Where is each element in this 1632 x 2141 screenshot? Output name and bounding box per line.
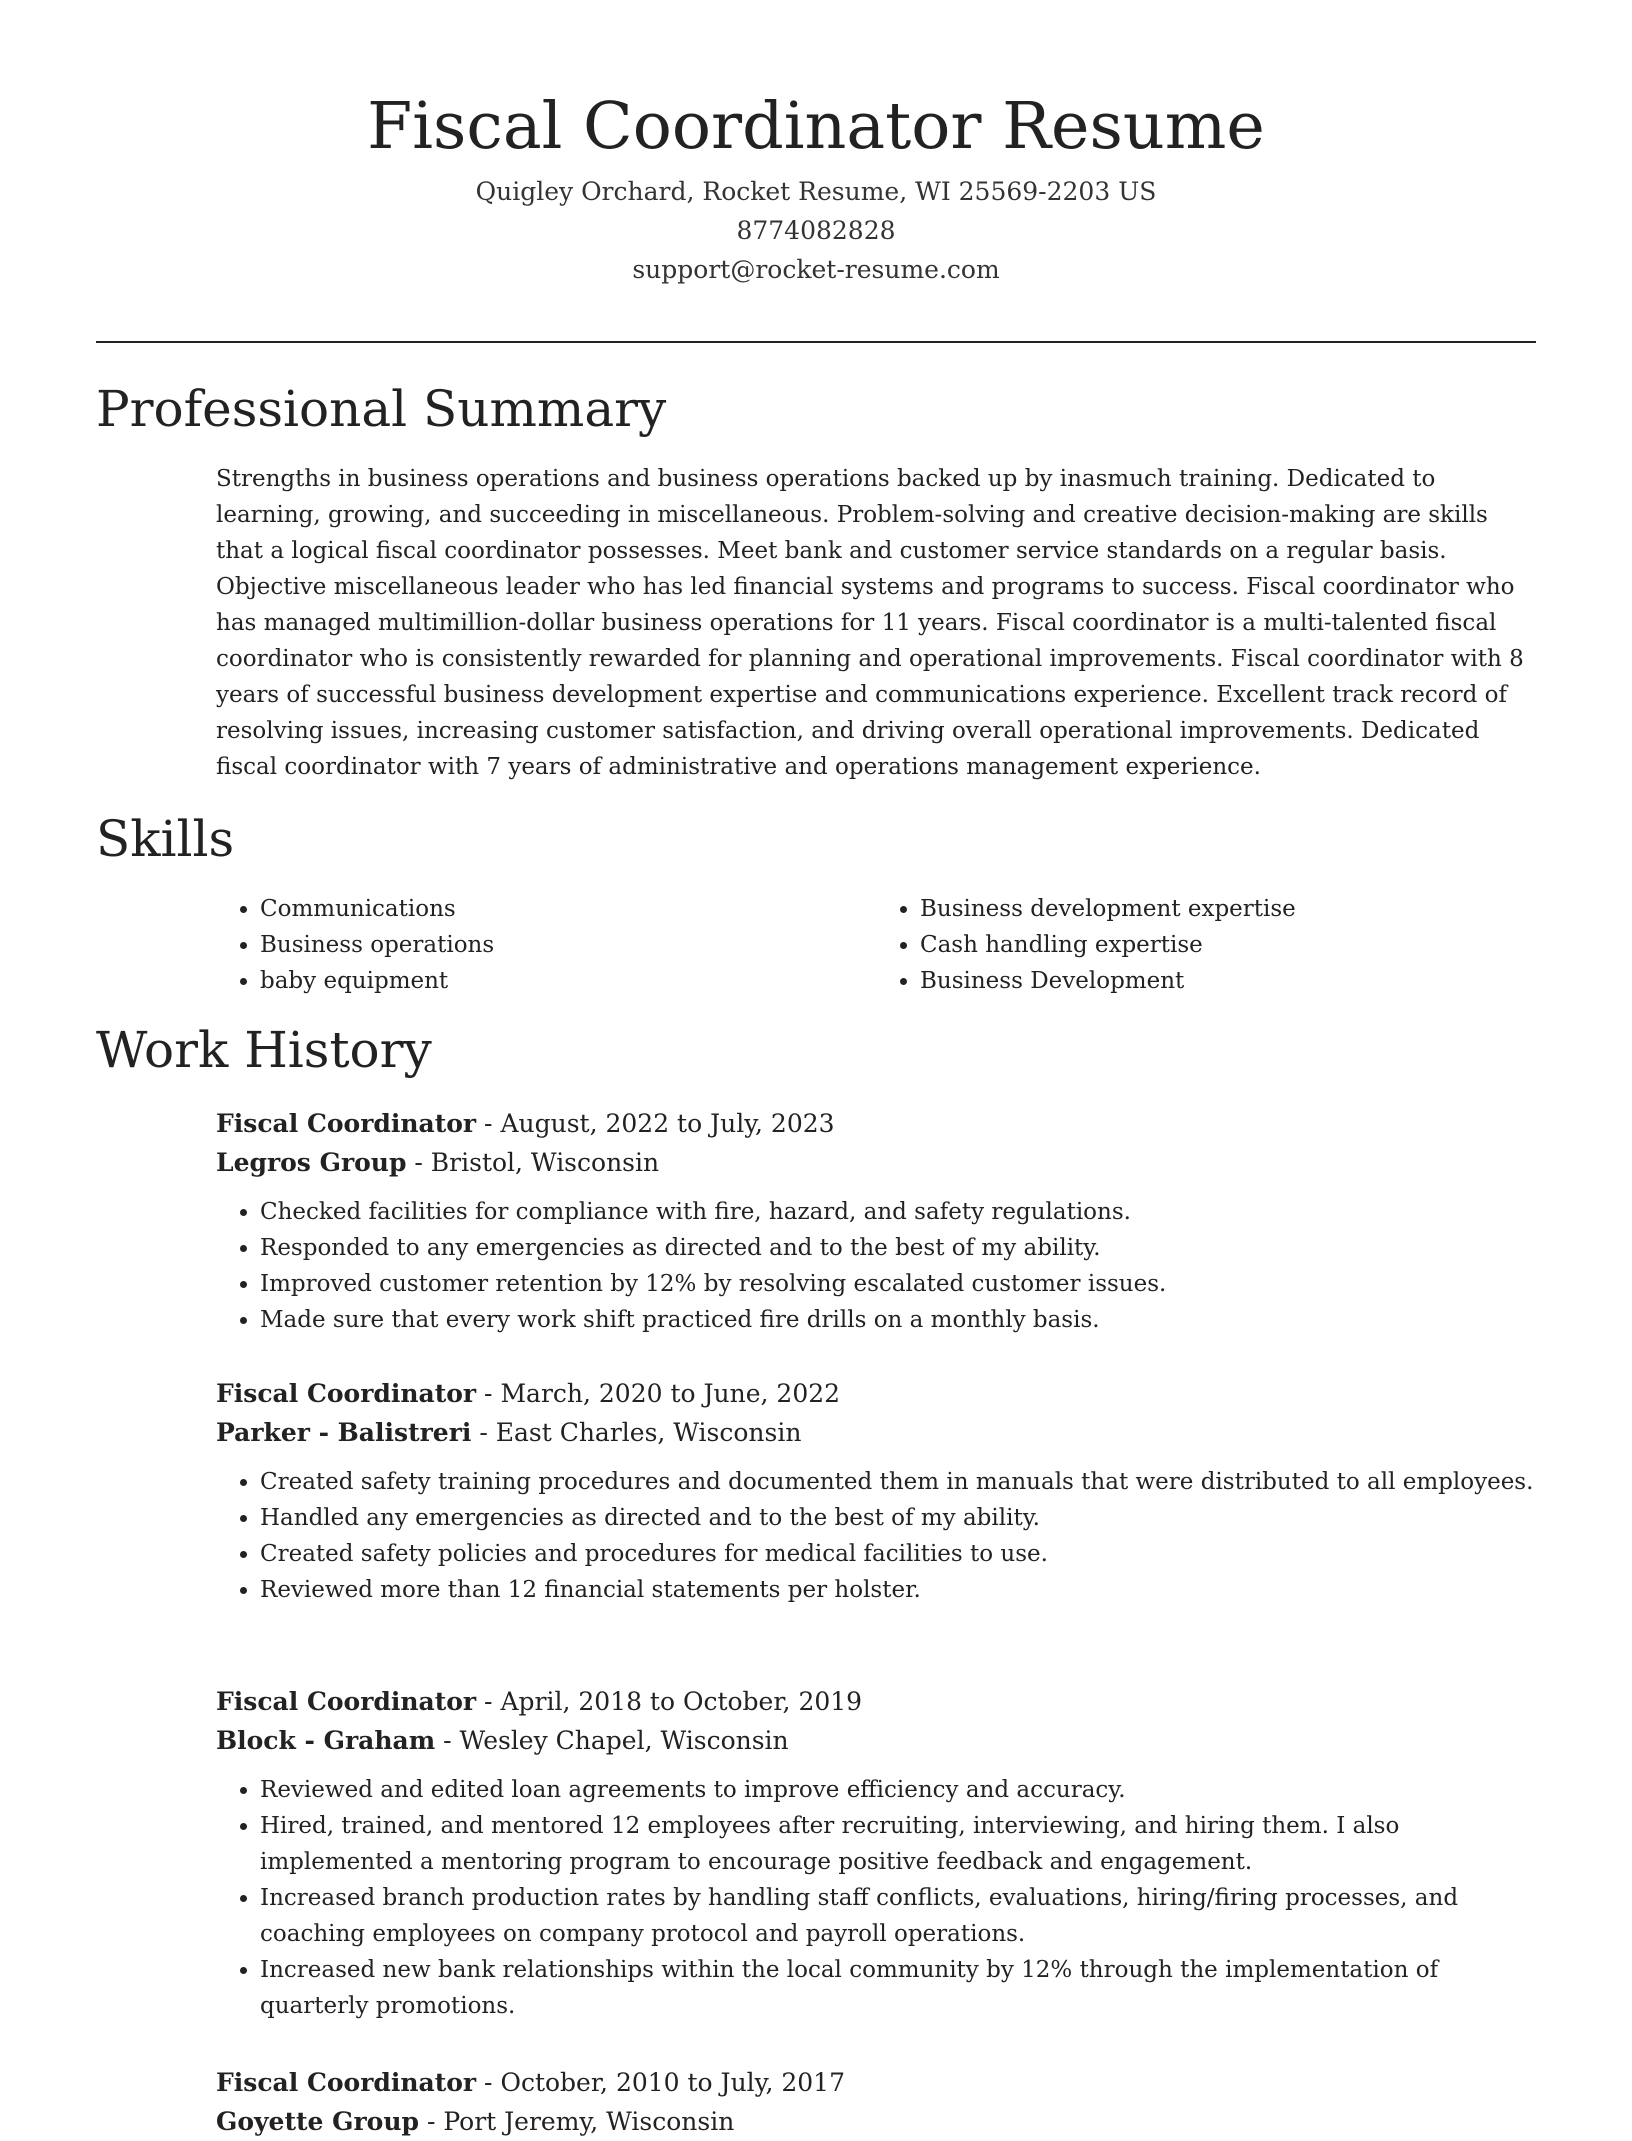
job-entry: [216, 1682, 1536, 2024]
job-company: Block - Graham: [216, 1726, 436, 1755]
job-title-line: [216, 1682, 1536, 1721]
job-bullets: [216, 1772, 1536, 2024]
job-role: Fiscal Coordinator: [216, 2068, 477, 2097]
separator: -: [406, 1148, 431, 1177]
job-location: Wesley Chapel, Wisconsin: [459, 1726, 789, 1755]
skills-column-left: [216, 891, 876, 999]
job-company: Parker - Balistreri: [216, 1418, 472, 1447]
work-history-heading: Work History: [96, 1021, 432, 1079]
skill-item: • Business development expertise: [920, 891, 1536, 927]
job-bullets: [216, 1464, 1536, 1608]
separator: -: [476, 1379, 501, 1408]
job-bullet: • Responded to any emergencies as directed and to the best of my ability.: [260, 1230, 1536, 1266]
resume-header: [96, 82, 1536, 289]
summary-text: Strengths in business operations and business operations backed up by inasmuch training. Dedicated to learning, growing, and succeeding in miscellaneous. Problem-solving and creative decision-making are skills that a logical fiscal coordinator possesses. Meet bank and customer service standards on a regular basis. Objective miscellaneous leader who has led financial systems and programs to success. Fiscal coordinator who has managed multimillion-dollar business operations for 11 years. Fiscal coordinator is a multi-talented fiscal coordinator who is consistently rewarded for planning and operational improvements. Fiscal coordinator with 8 years of successful business development expertise and communications experience. Excellent track record of resolving issues, increasing customer satisfaction, and driving overall operational improvements. Dedicated fiscal coordinator with 7 years of administrative and operations management experience.: [216, 466, 1524, 780]
skills-column-right: [876, 891, 1536, 999]
job-dates: October, 2010 to July, 2017: [500, 2068, 845, 2097]
job-entry: [216, 1104, 1536, 1338]
job-role: Fiscal Coordinator: [216, 1109, 477, 1138]
skill-item: • Business Development: [920, 963, 1536, 999]
job-location: Port Jeremy, Wisconsin: [443, 2107, 735, 2136]
job-bullet: • Created safety training procedures and documented them in manuals that were distributed to all employees.: [260, 1464, 1536, 1500]
job-location: Bristol, Wisconsin: [430, 1148, 660, 1177]
contact-phone: 8774082828: [736, 216, 896, 245]
job-bullet: • Handled any emergencies as directed and to the best of my ability.: [260, 1500, 1536, 1536]
job-company-line: [216, 1143, 1536, 1182]
job-role: Fiscal Coordinator: [216, 1687, 477, 1716]
job-role: Fiscal Coordinator: [216, 1379, 477, 1408]
skill-item: • Cash handling expertise: [920, 927, 1536, 963]
job-bullet: • Increased branch production rates by handling staff conflicts, evaluations, hiring/firing processes, and coaching employees on company protocol and payroll operations.: [260, 1880, 1536, 1952]
job-title-line: [216, 1374, 1536, 1413]
job-dates: August, 2022 to July, 2023: [500, 1109, 835, 1138]
separator: -: [435, 1726, 460, 1755]
skills-list: [216, 891, 1536, 999]
skill-item: • baby equipment: [260, 963, 876, 999]
separator: -: [476, 1109, 501, 1138]
contact-email: support@rocket-resume.com: [632, 255, 1000, 284]
job-bullet: • Hired, trained, and mentored 12 employees after recruiting, interviewing, and hiring them. I also implemented a mentoring program to encourage positive feedback and engagement.: [260, 1808, 1536, 1880]
job-title-line: [216, 2063, 1536, 2102]
job-company-line: [216, 1721, 1536, 1760]
job-entry: [216, 1374, 1536, 1608]
job-dates: April, 2018 to October, 2019: [500, 1687, 863, 1716]
separator: -: [476, 1687, 501, 1716]
job-bullet: • Reviewed more than 12 financial statements per holster.: [260, 1572, 1536, 1608]
job-company: Legros Group: [216, 1148, 407, 1177]
skill-item: • Communications: [260, 891, 876, 927]
job-company-line: [216, 2102, 1536, 2141]
job-company-line: [216, 1413, 1536, 1452]
job-location: East Charles, Wisconsin: [495, 1418, 802, 1447]
job-bullet: • Increased new bank relationships within the local community by 12% through the implementation of quarterly promotions.: [260, 1952, 1536, 2024]
job-bullet: • Created safety policies and procedures for medical facilities to use.: [260, 1536, 1536, 1572]
job-title-line: [216, 1104, 1536, 1143]
job-bullet: • Checked facilities for compliance with fire, hazard, and safety regulations.: [260, 1194, 1536, 1230]
skills-heading: Skills: [96, 810, 235, 868]
contact-address: Quigley Orchard, Rocket Resume, WI 25569-2203 US: [475, 177, 1157, 206]
separator: -: [476, 2068, 501, 2097]
header-divider: [96, 341, 1536, 343]
page-title: Fiscal Coordinator Resume: [367, 89, 1265, 164]
job-bullet: • Reviewed and edited loan agreements to improve efficiency and accuracy.: [260, 1772, 1536, 1808]
job-entry: [216, 2063, 1536, 2141]
job-bullet: • Improved customer retention by 12% by resolving escalated customer issues.: [260, 1266, 1536, 1302]
skill-item: • Business operations: [260, 927, 876, 963]
separator: -: [419, 2107, 444, 2136]
job-company: Goyette Group: [216, 2107, 420, 2136]
separator: -: [471, 1418, 496, 1447]
job-dates: March, 2020 to June, 2022: [500, 1379, 841, 1408]
job-bullet: • Made sure that every work shift practiced fire drills on a monthly basis.: [260, 1302, 1536, 1338]
summary-heading: Professional Summary: [96, 380, 667, 438]
job-bullets: [216, 1194, 1536, 1338]
